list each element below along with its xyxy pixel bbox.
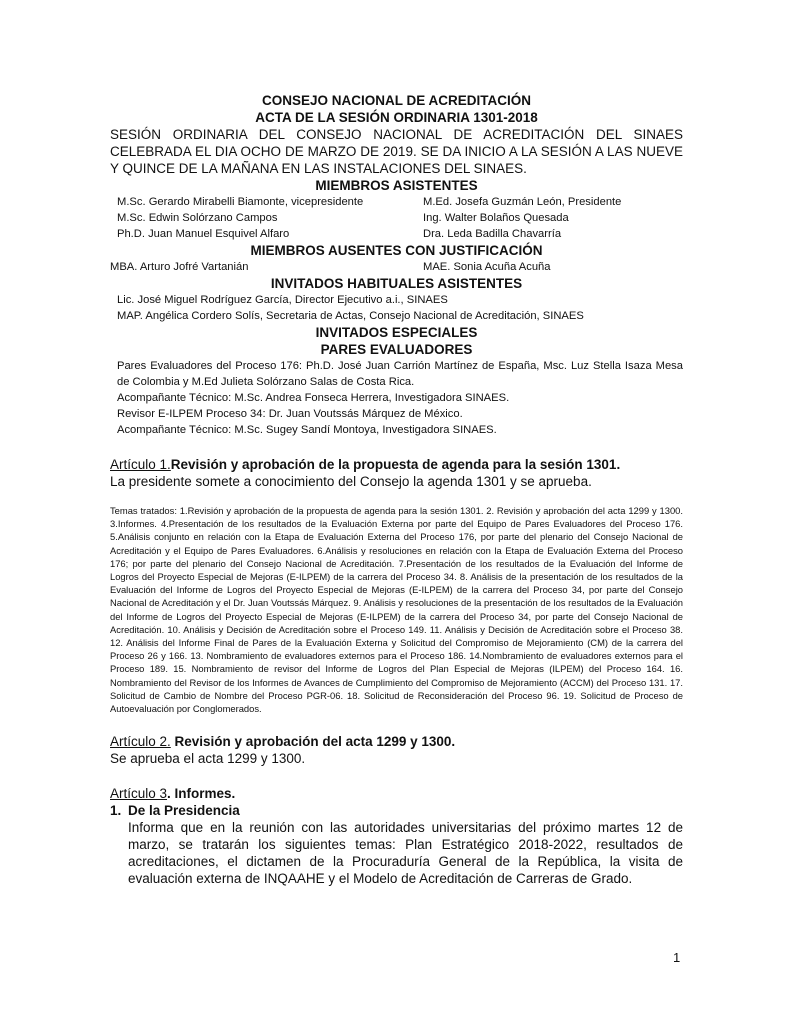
special-guest-line: Revisor E-ILPEM Proceso 34: Dr. Juan Voutssás Márquez de México.: [117, 408, 463, 420]
miembros-ausentes-heading: MIEMBROS AUSENTES CON JUSTIFICACIÓN: [250, 243, 543, 258]
miembros-asistentes-heading: MIEMBROS ASISTENTES: [315, 178, 478, 193]
document-title: CONSEJO NACIONAL DE ACREDITACIÓN: [261, 93, 532, 108]
session-intro: SESIÓN ORDINARIA DEL CONSEJO NACIONAL DE ACREDITACIÓN DEL SINAES CELEBRADA EL DIA OCHO DE MARZO DE 2019. SE DA INICIO A LA SESIÓN A LAS NUEVE Y QUINCE DE LA MAÑANA EN LAS INSTALACIONES DEL SINAES.: [110, 127, 683, 176]
document-content: [110, 92, 683, 887]
document-subtitle: ACTA DE LA SESIÓN ORDINARIA 1301-2018: [255, 110, 538, 125]
articulo-1-heading: [110, 456, 683, 473]
invitados-especiales-heading: INVITADOS ESPECIALES: [315, 325, 478, 340]
pares-evaluadores-heading: PARES EVALUADORES: [320, 342, 473, 357]
temas-tratados: Temas tratados: 1.Revisión y aprobación de la propuesta de agenda para la sesión 1301. 2. Revisión y aprobación del acta 1299 y 1300. 3.Informes. 4.Presentación de los resultados de la Evaluación Externa por parte del Equipo de Pares Evaluadores del Proceso 176. 5.Análisis conjunto en relación con la Etapa de Evaluación Externa del Proceso 176, por parte del plenario del Consejo Nacional de Acreditación y el Equipo de Pares Evaluadores. 6.Análisis y resoluciones en relación con la Etapa de Evaluación Externa del Proceso 176; por parte del plenario del Consejo Nacional de Acreditación. 7.Presentación de los resultados de la Evaluación del Informe de Logros del Proyecto Especial de Mejoras (E-ILPEM) de la carrera del Proceso 34. 8. Análisis de la presentación de los resultados de la Evaluación del Informe de Logros del Proyecto Especial de Mejoras (E-ILPEM) de la carrera del Proceso 34, por parte del Consejo Nacional de Acreditación y el Dr. Juan Voutssás Márquez. 9. Análisis y resoluciones de la presentación de los resultados de la Evaluación del Informe de Logros del Proyecto Especial de Mejoras (E-ILPEM) de la carrera del Proceso 34, por parte del Consejo Nacional de Acreditación. 10. Análisis y Decisión de Acreditación sobre el Proceso 149. 11. Análisis y Decisión de Acreditación sobre el Proceso 38. 12. Análisis del Informe Final de Pares de la Evaluación Externa y Solicitud del Compromiso de Mejoramiento (CM) de la carrera del Proceso 26 y 166. 13. Nombramiento de evaluadores externos para el Proceso 186. 14.Nombramiento de evaluadores externos para el Proceso 189. 15. Nombramiento de revisor del Informe de Logros del Plan Especial de Mejoras (ILPEM) del Proceso 164. 16. Nombramiento del Revisor de los Informes de Avances de Cumplimiento del Compromiso de Mejoramiento (ACCM) del Proceso 131. 17. Solicitud de Cambio de Nombre del Proceso PGR-06. 18. Solicitud de Reconsideración del Proceso 96. 19. Solicitud de Proceso de Autoevaluación por Conglomerados.: [110, 505, 683, 715]
member-name: M.Sc. Gerardo Mirabelli Biamonte, vicepresidente: [117, 196, 364, 208]
member-name: Ph.D. Juan Manuel Esquivel Alfaro: [117, 228, 290, 240]
special-guest-line: Acompañante Técnico: M.Sc. Andrea Fonseca Herrera, Investigadora SINAES.: [117, 392, 510, 404]
special-guest-line: Acompañante Técnico: M.Sc. Sugey Sandí Montoya, Investigadora SINAES.: [117, 424, 497, 436]
guest-line: Lic. José Miguel Rodríguez García, Director Ejecutivo a.i., SINAES: [117, 294, 448, 306]
invitados-habituales-heading: INVITADOS HABITUALES ASISTENTES: [270, 276, 523, 291]
presidencia-body: Informa que en la reunión con las autoridades universitarias del próximo martes 12 de marzo, se tratarán los siguientes temas: Plan Estratégico 2018-2022, resultados de acreditaciones, el dictamen de la Procuraduría General de la República, la visita de evaluación externa de INQAAHE y el Modelo de Acreditación de Carreras de Grado.: [128, 820, 683, 887]
member-name: M.Ed. Josefa Guzmán León, Presidente: [423, 196, 622, 208]
articulo-2-title: Revisión y aprobación del acta 1299 y 1300.: [170, 734, 456, 750]
list-number: 1.: [110, 803, 122, 819]
articulo-2-label: Artículo 2.: [110, 734, 171, 750]
articulo-2-heading: [110, 733, 683, 750]
miembros-ausentes-list: [110, 259, 683, 275]
member-name: Ing. Walter Bolaños Quesada: [423, 212, 569, 224]
miembros-asistentes-list: [110, 194, 683, 242]
guest-line: MAP. Angélica Cordero Solís, Secretaria de Actas, Consejo Nacional de Acreditación, SINAES: [117, 310, 584, 322]
articulo-1-title: Revisión y aprobación de la propuesta de agenda para la sesión 1301.: [170, 457, 621, 472]
absent-member-name: MAE. Sonia Acuña Acuña: [423, 261, 551, 273]
presidencia-item-heading: [110, 802, 683, 819]
articulo-3-title: . Informes.: [167, 786, 236, 802]
articulo-3-heading: [110, 785, 683, 802]
special-guest-line: Pares Evaluadores del Proceso 176: Ph.D. José Juan Carrión Martínez de España, Msc. Luz Stella Isaza Mesa de Colombia y M.Ed Julieta Solórzano Salas de Costa Rica.: [117, 360, 683, 388]
member-name: Dra. Leda Badilla Chavarría: [423, 228, 562, 240]
absent-member-name: MBA. Arturo Jofré Vartanián: [110, 261, 249, 273]
articulo-3-label: Artículo 3: [110, 786, 168, 802]
articulo-1-label: Artículo 1.: [110, 457, 171, 472]
member-name: M.Sc. Edwin Solórzano Campos: [117, 212, 278, 224]
presidencia-title: De la Presidencia: [128, 803, 240, 819]
page-number: 1: [673, 950, 681, 965]
articulo-1-body: La presidente somete a conocimiento del Consejo la agenda 1301 y se aprueba.: [110, 474, 592, 489]
articulo-2-body: Se aprueba el acta 1299 y 1300.: [110, 751, 306, 767]
